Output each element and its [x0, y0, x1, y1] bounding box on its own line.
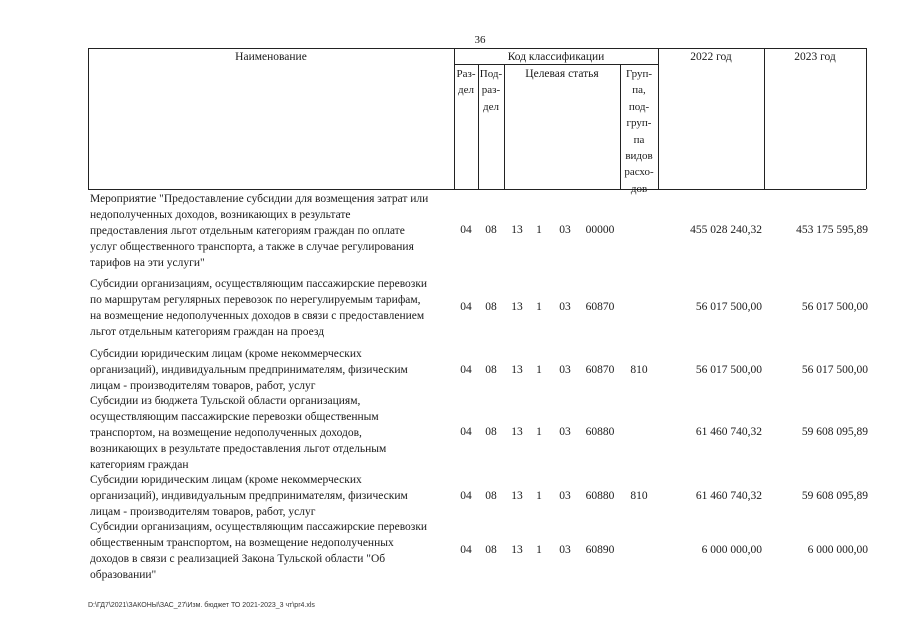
table-row [0, 519, 905, 583]
header-year-2023: 2023 год [794, 51, 836, 63]
row-subsection: 08 [485, 544, 497, 556]
row-subprogram: 1 [536, 426, 542, 438]
row-program: 13 [511, 364, 523, 376]
row-subsection: 08 [485, 490, 497, 502]
header-group [620, 66, 658, 197]
row-activity: 03 [559, 301, 571, 313]
header-subsection [478, 66, 504, 115]
header-classification: Код классификации [507, 51, 605, 63]
row-amount-2022: 455 028 240,32 [690, 224, 762, 236]
row-direction: 60870 [585, 364, 615, 376]
row-section: 04 [460, 426, 472, 438]
row-name-line: образовании" [90, 569, 157, 581]
grid-line-right [866, 48, 867, 189]
row-activity: 03 [559, 426, 571, 438]
row-subsection: 08 [485, 364, 497, 376]
header-section-line: Раз- [456, 68, 476, 80]
header-group-line: под- [628, 100, 650, 113]
row-direction: 60890 [585, 544, 615, 556]
row-name-line: по маршрутам регулярных перевозок по нерегулируемым тарифам, [90, 294, 421, 306]
row-name-line: льгот отдельным категориям граждан на проезд [90, 326, 325, 338]
row-expense-group: 810 [630, 490, 648, 502]
row-name-line: осуществляющим пассажирские перевозки общественным [90, 411, 379, 423]
header-subsection-line: Под- [479, 68, 503, 80]
header-group-line: па, [632, 84, 646, 97]
row-section: 04 [460, 490, 472, 502]
row-amount-2023: 59 608 095,89 [801, 426, 868, 438]
row-section: 04 [460, 224, 472, 236]
row-expense-group: 810 [630, 364, 648, 376]
footer-file-path: D:\ГД7\2021\ЗАКОНЫ\ЗАС_27\Изм. бюджет ТО 2021-2023_3 чт\pr4.xls [88, 602, 315, 609]
row-name-line: на возмещение недополученных доходов в связи с предоставлением [90, 310, 425, 322]
row-name-line: Мероприятие "Предоставление субсидии для возмещения затрат или [90, 193, 429, 205]
row-section: 04 [460, 364, 472, 376]
header-subsection-line: дел [483, 100, 499, 113]
row-amount-2023: 6 000 000,00 [807, 544, 868, 556]
row-name-line: возникающих в результате предоставления льгот отдельным [90, 443, 387, 455]
grid-line-left [88, 48, 89, 189]
row-amount-2022: 6 000 000,00 [701, 544, 762, 556]
row-section: 04 [460, 301, 472, 313]
row-direction: 00000 [585, 224, 615, 236]
table-row [0, 276, 905, 340]
row-subsection: 08 [485, 224, 497, 236]
row-activity: 03 [559, 544, 571, 556]
row-name-line: тарифов на эти услуги" [90, 257, 205, 269]
header-section [454, 66, 478, 99]
row-amount-2023: 453 175 595,89 [796, 224, 868, 236]
row-amount-2023: 56 017 500,00 [801, 301, 868, 313]
row-amount-2023: 59 608 095,89 [801, 490, 868, 502]
row-name-line: предоставления льгот отдельным категориям граждан по оплате [90, 225, 405, 237]
row-subprogram: 1 [536, 544, 542, 556]
row-name-line: транспортом, на возмещение недополученных доходов, [90, 427, 362, 439]
row-name-line: Субсидии юридическим лицам (кроме некоммерческих [90, 474, 362, 486]
row-amount-2022: 61 460 740,32 [695, 490, 762, 502]
row-program: 13 [511, 224, 523, 236]
row-name-line: организаций), индивидуальным предпринимателям, физическим [90, 364, 408, 376]
row-program: 13 [511, 426, 523, 438]
header-group-line: видов [625, 150, 653, 163]
row-name-line: лицам - производителям товаров, работ, услуг [90, 380, 316, 392]
row-subsection: 08 [485, 301, 497, 313]
page-number: 36 [474, 34, 486, 46]
row-subprogram: 1 [536, 364, 542, 376]
row-subsection: 08 [485, 426, 497, 438]
row-name-line: недополученных доходов, возникающих в результате [90, 209, 351, 221]
header-year-2022: 2022 год [690, 51, 732, 63]
row-subprogram: 1 [536, 224, 542, 236]
row-direction: 60880 [585, 490, 615, 502]
row-name-line: Субсидии из бюджета Тульской области организациям, [90, 395, 361, 407]
row-section: 04 [460, 544, 472, 556]
row-subprogram: 1 [536, 301, 542, 313]
table-row [0, 191, 905, 271]
row-activity: 03 [559, 224, 571, 236]
grid-line-subsection [504, 64, 505, 189]
row-program: 13 [511, 301, 523, 313]
header-group-line: расхо- [624, 166, 654, 179]
header-group-line: груп- [626, 117, 652, 130]
row-amount-2023: 56 017 500,00 [801, 364, 868, 376]
header-subsection-line: раз- [481, 84, 501, 97]
header-target-item: Целевая статья [525, 68, 599, 80]
table-row [0, 346, 905, 394]
row-name-line: общественным транспортом, на возмещение недополученных [90, 537, 394, 549]
grid-line-year1 [764, 48, 765, 189]
header-group-line: Груп- [625, 68, 653, 80]
table-row [0, 472, 905, 520]
row-name-line: услуг общественного транспорта, а также в случае регулирования [90, 241, 414, 253]
row-name-line: лицам - производителям товаров, работ, услуг [90, 506, 316, 518]
header-name: Наименование [235, 51, 307, 63]
grid-line-group [658, 48, 659, 189]
row-name-line: Субсидии организациям, осуществляющим пассажирские перевозки [90, 278, 428, 290]
row-name-line: категориям граждан [90, 459, 189, 471]
row-activity: 03 [559, 490, 571, 502]
row-amount-2022: 61 460 740,32 [695, 426, 762, 438]
header-bottom-border [88, 189, 866, 190]
row-name [90, 519, 454, 583]
row-name [90, 393, 454, 473]
row-direction: 60880 [585, 426, 615, 438]
row-amount-2022: 56 017 500,00 [695, 301, 762, 313]
row-name-line: Субсидии организациям, осуществляющим пассажирские перевозки [90, 521, 428, 533]
row-subprogram: 1 [536, 490, 542, 502]
row-name [90, 472, 454, 520]
table-row [0, 393, 905, 473]
row-program: 13 [511, 490, 523, 502]
row-direction: 60870 [585, 301, 615, 313]
row-name [90, 191, 454, 271]
header-section-line: дел [458, 84, 474, 97]
row-name-line: организаций), индивидуальным предпринимателям, физическим [90, 490, 408, 502]
row-name-line: доходов в связи с реализацией Закона Тульской области "Об [90, 553, 386, 565]
row-name [90, 346, 454, 394]
header-group-line: дов [630, 182, 648, 195]
row-name [90, 276, 454, 340]
row-name-line: Субсидии юридическим лицам (кроме некоммерческих [90, 348, 362, 360]
header-group-line: па [633, 133, 645, 146]
row-activity: 03 [559, 364, 571, 376]
row-program: 13 [511, 544, 523, 556]
row-amount-2022: 56 017 500,00 [695, 364, 762, 376]
